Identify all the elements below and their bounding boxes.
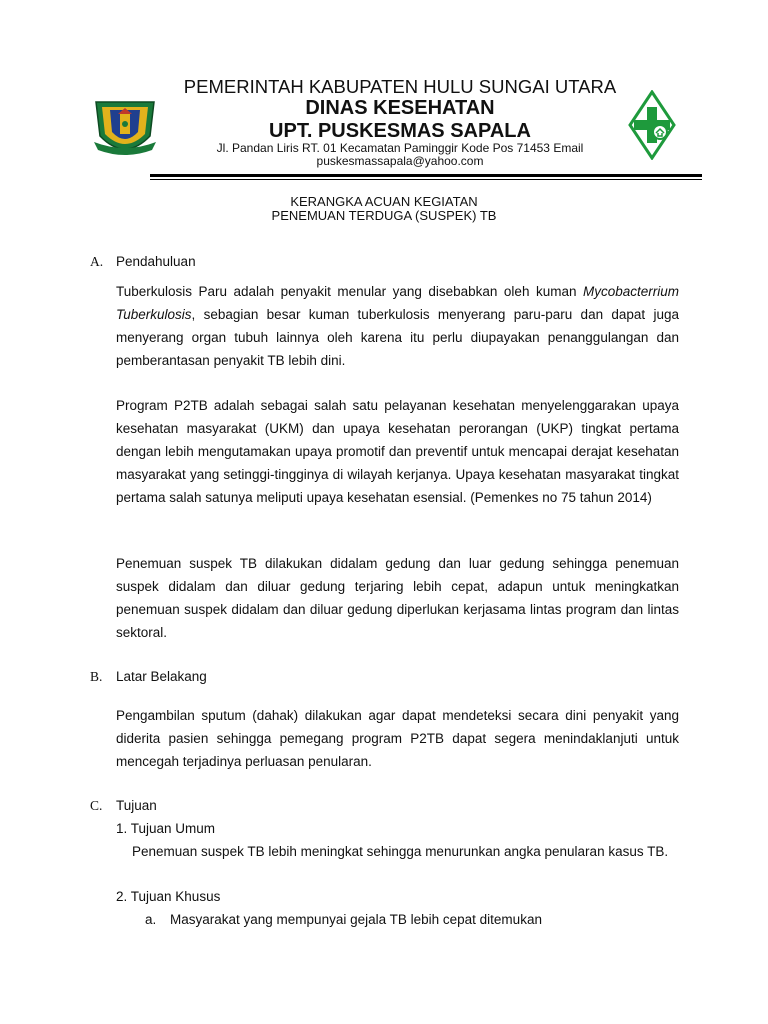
- header-address: Jl. Pandan Liris RT. 01 Kecamatan Paminggir Kode Pos 71453 Email: [216, 141, 584, 155]
- list-item-tujuan-umum: 1. Tujuan Umum: [116, 821, 216, 836]
- header-divider-thick: [150, 174, 702, 177]
- section-b-heading: [90, 670, 207, 684]
- section-a-paragraph-1: Tuberkulosis Paru adalah penyakit menular yang disebabkan oleh kuman Mycobacterrium Tuberkulosis, sebagian besar kuman tuberkulosis menyerang paru-paru dan dapat juga menyerang organ tubuh lainnya oleh karena itu perlu diupayakan penanggulangan dan pemberantasan penyakit TB lebih dini.: [116, 284, 679, 368]
- section-title: Pendahuluan: [116, 254, 196, 269]
- species-name: Mycobacterrium Tuberkulosis: [116, 284, 679, 322]
- header-agency-name: DINAS KESEHATAN: [305, 97, 495, 119]
- section-title: Tujuan: [116, 798, 157, 813]
- document-title: KERANGKA ACUAN KEGIATAN: [290, 194, 478, 209]
- section-letter: B.: [90, 669, 103, 684]
- document-subtitle: PENEMUAN TERDUGA (SUSPEK) TB: [271, 208, 497, 223]
- regency-emblem-logo: [92, 96, 158, 160]
- header-unit-name: UPT. PUSKESMAS SAPALA: [269, 120, 531, 142]
- list-marker-a: a.: [145, 912, 157, 927]
- tujuan-khusus-item-a: Masyarakat yang mempunyai gejala TB lebih cepat ditemukan: [170, 912, 542, 927]
- list-item-tujuan-khusus: 2. Tujuan Khusus: [116, 889, 221, 904]
- section-title: Latar Belakang: [116, 669, 207, 684]
- section-c-heading: [90, 799, 157, 813]
- section-a-heading: [90, 255, 196, 269]
- tujuan-umum-text: Penemuan suspek TB lebih meningkat sehingga menurunkan angka penularan kasus TB.: [132, 844, 669, 859]
- header-divider-thin: [150, 179, 702, 180]
- section-a-paragraph-3: Penemuan suspek TB dilakukan didalam gedung dan luar gedung sehingga penemuan suspek didalam dan diluar gedung terjaring lebih cepat, adapun untuk meningkatkan penemuan suspek didalam dan diluar gedung diperlukan kerjasama lintas program dan lintas sektoral.: [116, 556, 679, 640]
- section-b-paragraph-1: Pengambilan sputum (dahak) dilakukan agar dapat mendeteksi secara dini penyakit yang diderita pasien sehingga pemegang program P2TB dapat segera menindaklanjuti untuk mencegah terjadinya perluasan penularan.: [116, 708, 679, 769]
- header-email: puskesmassapala@yahoo.com: [316, 154, 484, 168]
- section-letter: C.: [90, 798, 103, 813]
- section-letter: A.: [90, 254, 104, 269]
- header-government-name: PEMERINTAH KABUPATEN HULU SUNGAI UTARA: [183, 76, 617, 97]
- section-a-paragraph-2: Program P2TB adalah sebagai salah satu pelayanan kesehatan menyelenggarakan upaya kesehatan masyarakat (UKM) dan upaya kesehatan perorangan (UKP) tingkat pertama dengan lebih mengutamakan upaya promotif dan preventif untuk mencapai derajat kesehatan masyarakat yang setinggi-tingginya di wilayah kerjanya. Upaya kesehatan masyarakat tingkat pertama salah satunya meliputi upaya kesehatan esensial. (Pemenkes no 75 tahun 2014): [116, 398, 679, 505]
